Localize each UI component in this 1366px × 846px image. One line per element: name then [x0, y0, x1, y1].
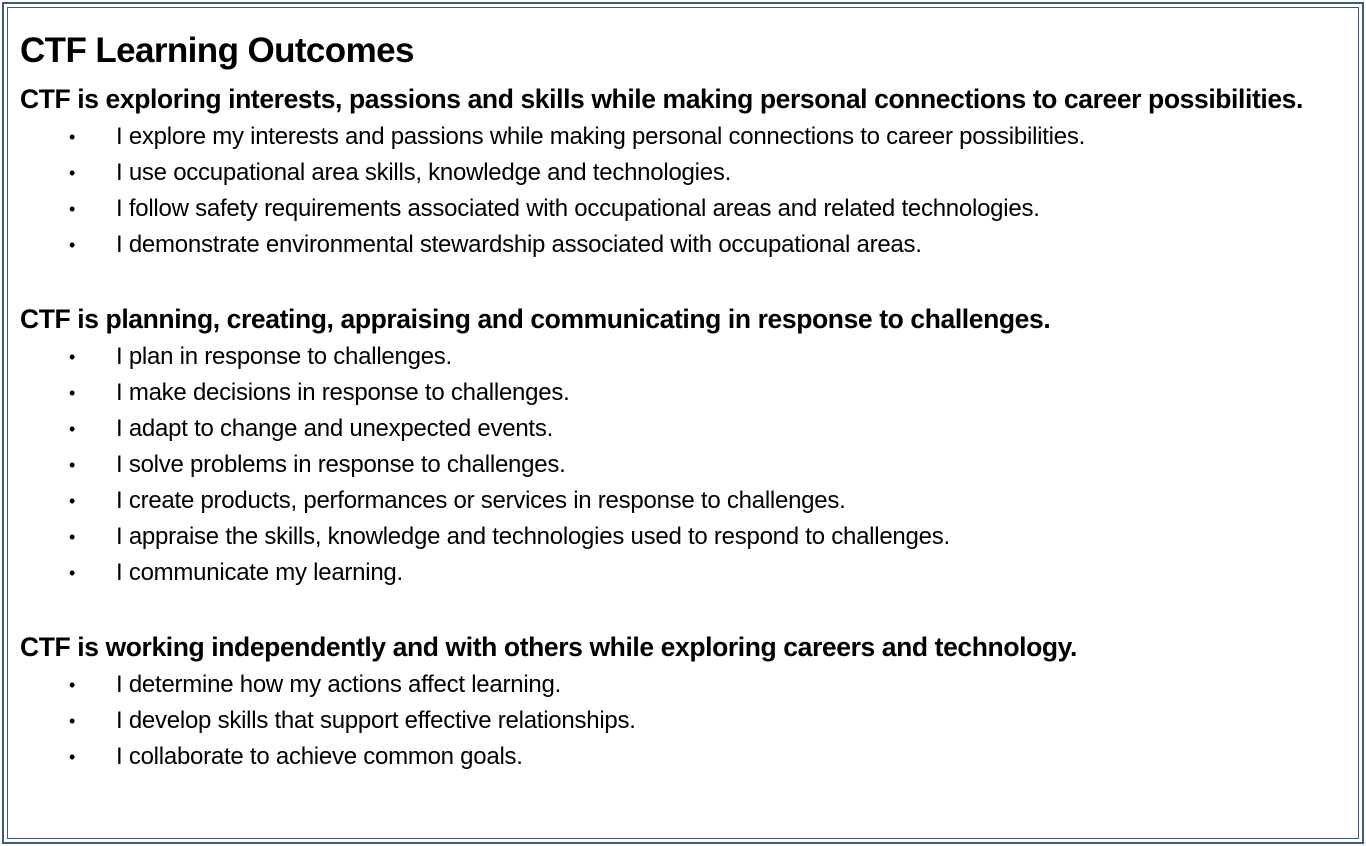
- list-item-text: I plan in response to challenges.: [116, 343, 452, 370]
- bullet-icon: •: [69, 563, 76, 583]
- bullet-icon: •: [69, 383, 76, 403]
- list-item: [20, 155, 1348, 191]
- bullet-icon: •: [69, 711, 76, 731]
- section-planning: [20, 300, 1348, 591]
- bullet-icon: •: [69, 199, 76, 219]
- bullet-icon: •: [69, 455, 76, 475]
- list-item: [20, 483, 1348, 519]
- list-item-text: I make decisions in response to challenges.: [116, 379, 570, 406]
- document-frame: [2, 2, 1364, 844]
- section-heading: CTF is exploring interests, passions and skills while making personal connections to career possibilities.: [20, 84, 1303, 114]
- list-item: [20, 227, 1348, 263]
- list-item-text: I collaborate to achieve common goals.: [116, 743, 523, 770]
- bullet-icon: •: [69, 527, 76, 547]
- list-item: [20, 375, 1348, 411]
- bullet-icon: •: [69, 419, 76, 439]
- bullet-icon: •: [69, 491, 76, 511]
- section-spacer: [20, 591, 1348, 628]
- section-heading: CTF is planning, creating, appraising and communicating in response to challenges.: [20, 304, 1051, 334]
- section-heading: CTF is working independently and with others while exploring careers and technology.: [20, 632, 1077, 662]
- bullet-icon: •: [69, 675, 76, 695]
- bullet-icon: •: [69, 163, 76, 183]
- list-item-text: I create products, performances or services in response to challenges.: [116, 487, 846, 514]
- list-item: [20, 519, 1348, 555]
- list-item-text: I follow safety requirements associated with occupational areas and related technologies.: [116, 195, 1040, 222]
- list-item: [20, 667, 1348, 703]
- bullet-icon: •: [69, 347, 76, 367]
- list-item-text: I communicate my learning.: [116, 559, 403, 586]
- bullet-icon: •: [69, 235, 76, 255]
- list-item: [20, 119, 1348, 155]
- list-item-text: I adapt to change and unexpected events.: [116, 415, 554, 442]
- list-item: [20, 739, 1348, 775]
- bullet-icon: •: [69, 127, 76, 147]
- list-item-text: I determine how my actions affect learning.: [116, 671, 562, 698]
- list-item: [20, 447, 1348, 483]
- page-title: CTF Learning Outcomes: [20, 31, 414, 70]
- list-item: [20, 411, 1348, 447]
- section-exploring: [20, 80, 1348, 263]
- document-frame-inner: [7, 7, 1359, 839]
- list-item-text: I develop skills that support effective relationships.: [116, 707, 636, 734]
- list-item: [20, 339, 1348, 375]
- outcome-list: [20, 119, 1348, 263]
- list-item-text: I use occupational area skills, knowledge and technologies.: [116, 159, 731, 186]
- list-item-text: I explore my interests and passions while making personal connections to career possibilities.: [116, 123, 1085, 150]
- list-item: [20, 191, 1348, 227]
- list-item-text: I demonstrate environmental stewardship associated with occupational areas.: [116, 231, 922, 258]
- document-content: [20, 28, 1348, 775]
- outcome-list: [20, 667, 1348, 775]
- list-item: [20, 703, 1348, 739]
- list-item: [20, 555, 1348, 591]
- section-spacer: [20, 263, 1348, 300]
- outcome-list: [20, 339, 1348, 591]
- bullet-icon: •: [69, 747, 76, 767]
- list-item-text: I appraise the skills, knowledge and technologies used to respond to challenges.: [116, 523, 950, 550]
- list-item-text: I solve problems in response to challenges.: [116, 451, 566, 478]
- section-working: [20, 628, 1348, 775]
